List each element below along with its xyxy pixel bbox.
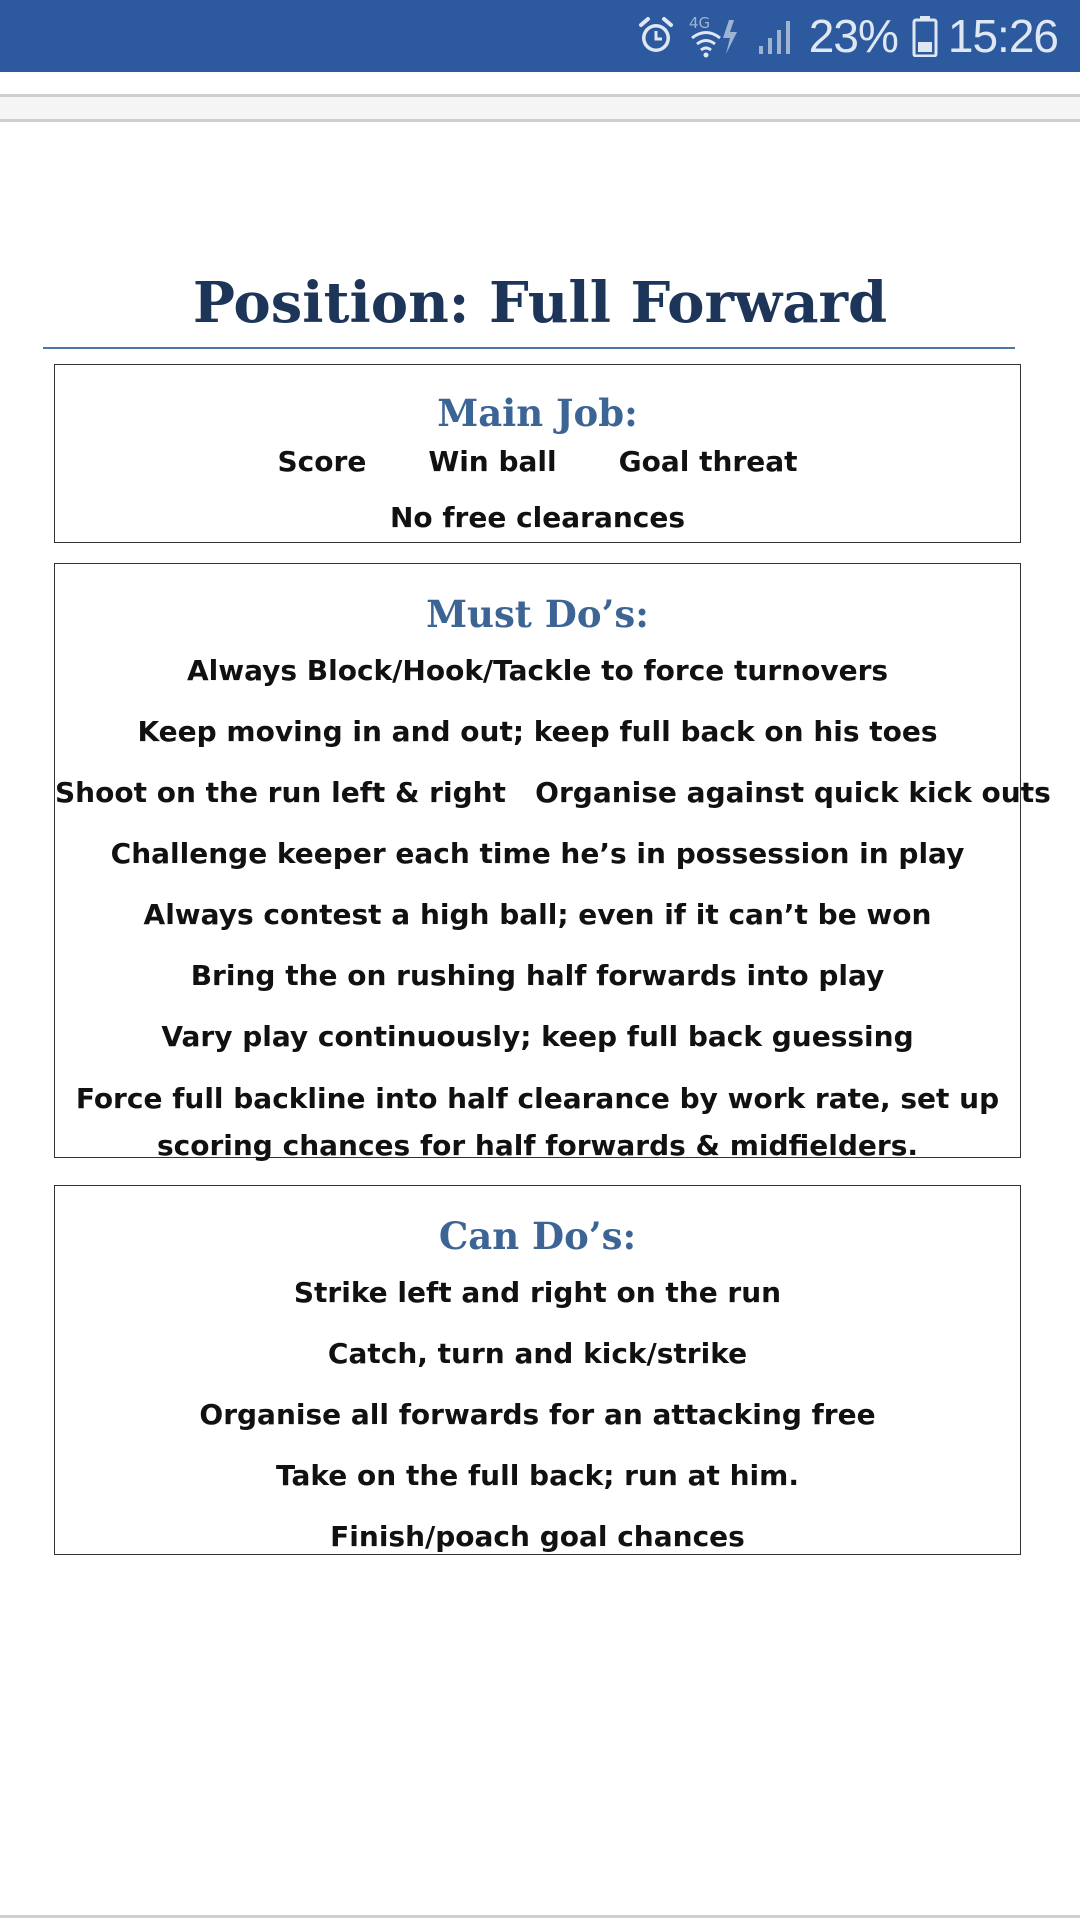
can-do-item: Finish/poach goal chances bbox=[330, 1520, 745, 1553]
bottom-divider bbox=[0, 1915, 1080, 1918]
svg-text:4G: 4G bbox=[688, 14, 710, 32]
must-do-item: Force full backline into half clearance by work rate, set up scoring chances for half forwards & midfielders. bbox=[75, 1082, 1000, 1162]
can-do-item: Take on the full back; run at him. bbox=[276, 1459, 799, 1492]
signal-icon bbox=[757, 18, 797, 54]
viewer-toolbar-strip bbox=[0, 94, 1080, 122]
can-do-item: Catch, turn and kick/strike bbox=[327, 1337, 748, 1370]
page-title: Position: Full Forward bbox=[192, 270, 888, 336]
must-do-item: Always Block/Hook/Tackle to force turnovers bbox=[186, 654, 889, 687]
alarm-icon bbox=[637, 16, 675, 56]
must-dos-box bbox=[54, 563, 1051, 1162]
main-job-duty: Score bbox=[277, 445, 367, 478]
main-job-box bbox=[54, 364, 1021, 543]
can-do-item: Strike left and right on the run bbox=[293, 1276, 782, 1309]
must-do-item: Bring the on rushing half forwards into play bbox=[190, 959, 885, 992]
main-job-extra: No free clearances bbox=[389, 501, 686, 534]
main-job-duties bbox=[55, 437, 1020, 487]
main-job-heading: Main Job: bbox=[437, 391, 638, 435]
main-job-duty: Win ball bbox=[428, 445, 557, 478]
status-bar bbox=[0, 0, 1080, 72]
must-do-item: Always contest a high ball; even if it can’t be won bbox=[143, 898, 932, 931]
main-job-duty: Goal threat bbox=[618, 445, 798, 478]
must-do-item: Shoot on the run left & right Organise against quick kick outs bbox=[55, 776, 1051, 809]
battery-icon bbox=[912, 15, 938, 57]
battery-percent: 23% bbox=[808, 10, 898, 62]
must-dos-heading: Must Do’s: bbox=[426, 592, 649, 636]
can-do-item: Organise all forwards for an attacking free bbox=[199, 1398, 876, 1431]
can-dos-heading: Can Do’s: bbox=[438, 1214, 637, 1258]
wifi-4g-icon bbox=[689, 14, 743, 58]
must-do-item: Keep moving in and out; keep full back on his toes bbox=[137, 715, 938, 748]
clock: 15:26 bbox=[947, 10, 1058, 62]
must-do-item: Vary play continuously; keep full back guessing bbox=[161, 1020, 914, 1053]
must-do-item: Challenge keeper each time he’s in possession in play bbox=[110, 837, 965, 870]
can-dos-box bbox=[54, 1185, 1021, 1555]
title-underline bbox=[43, 347, 1015, 349]
